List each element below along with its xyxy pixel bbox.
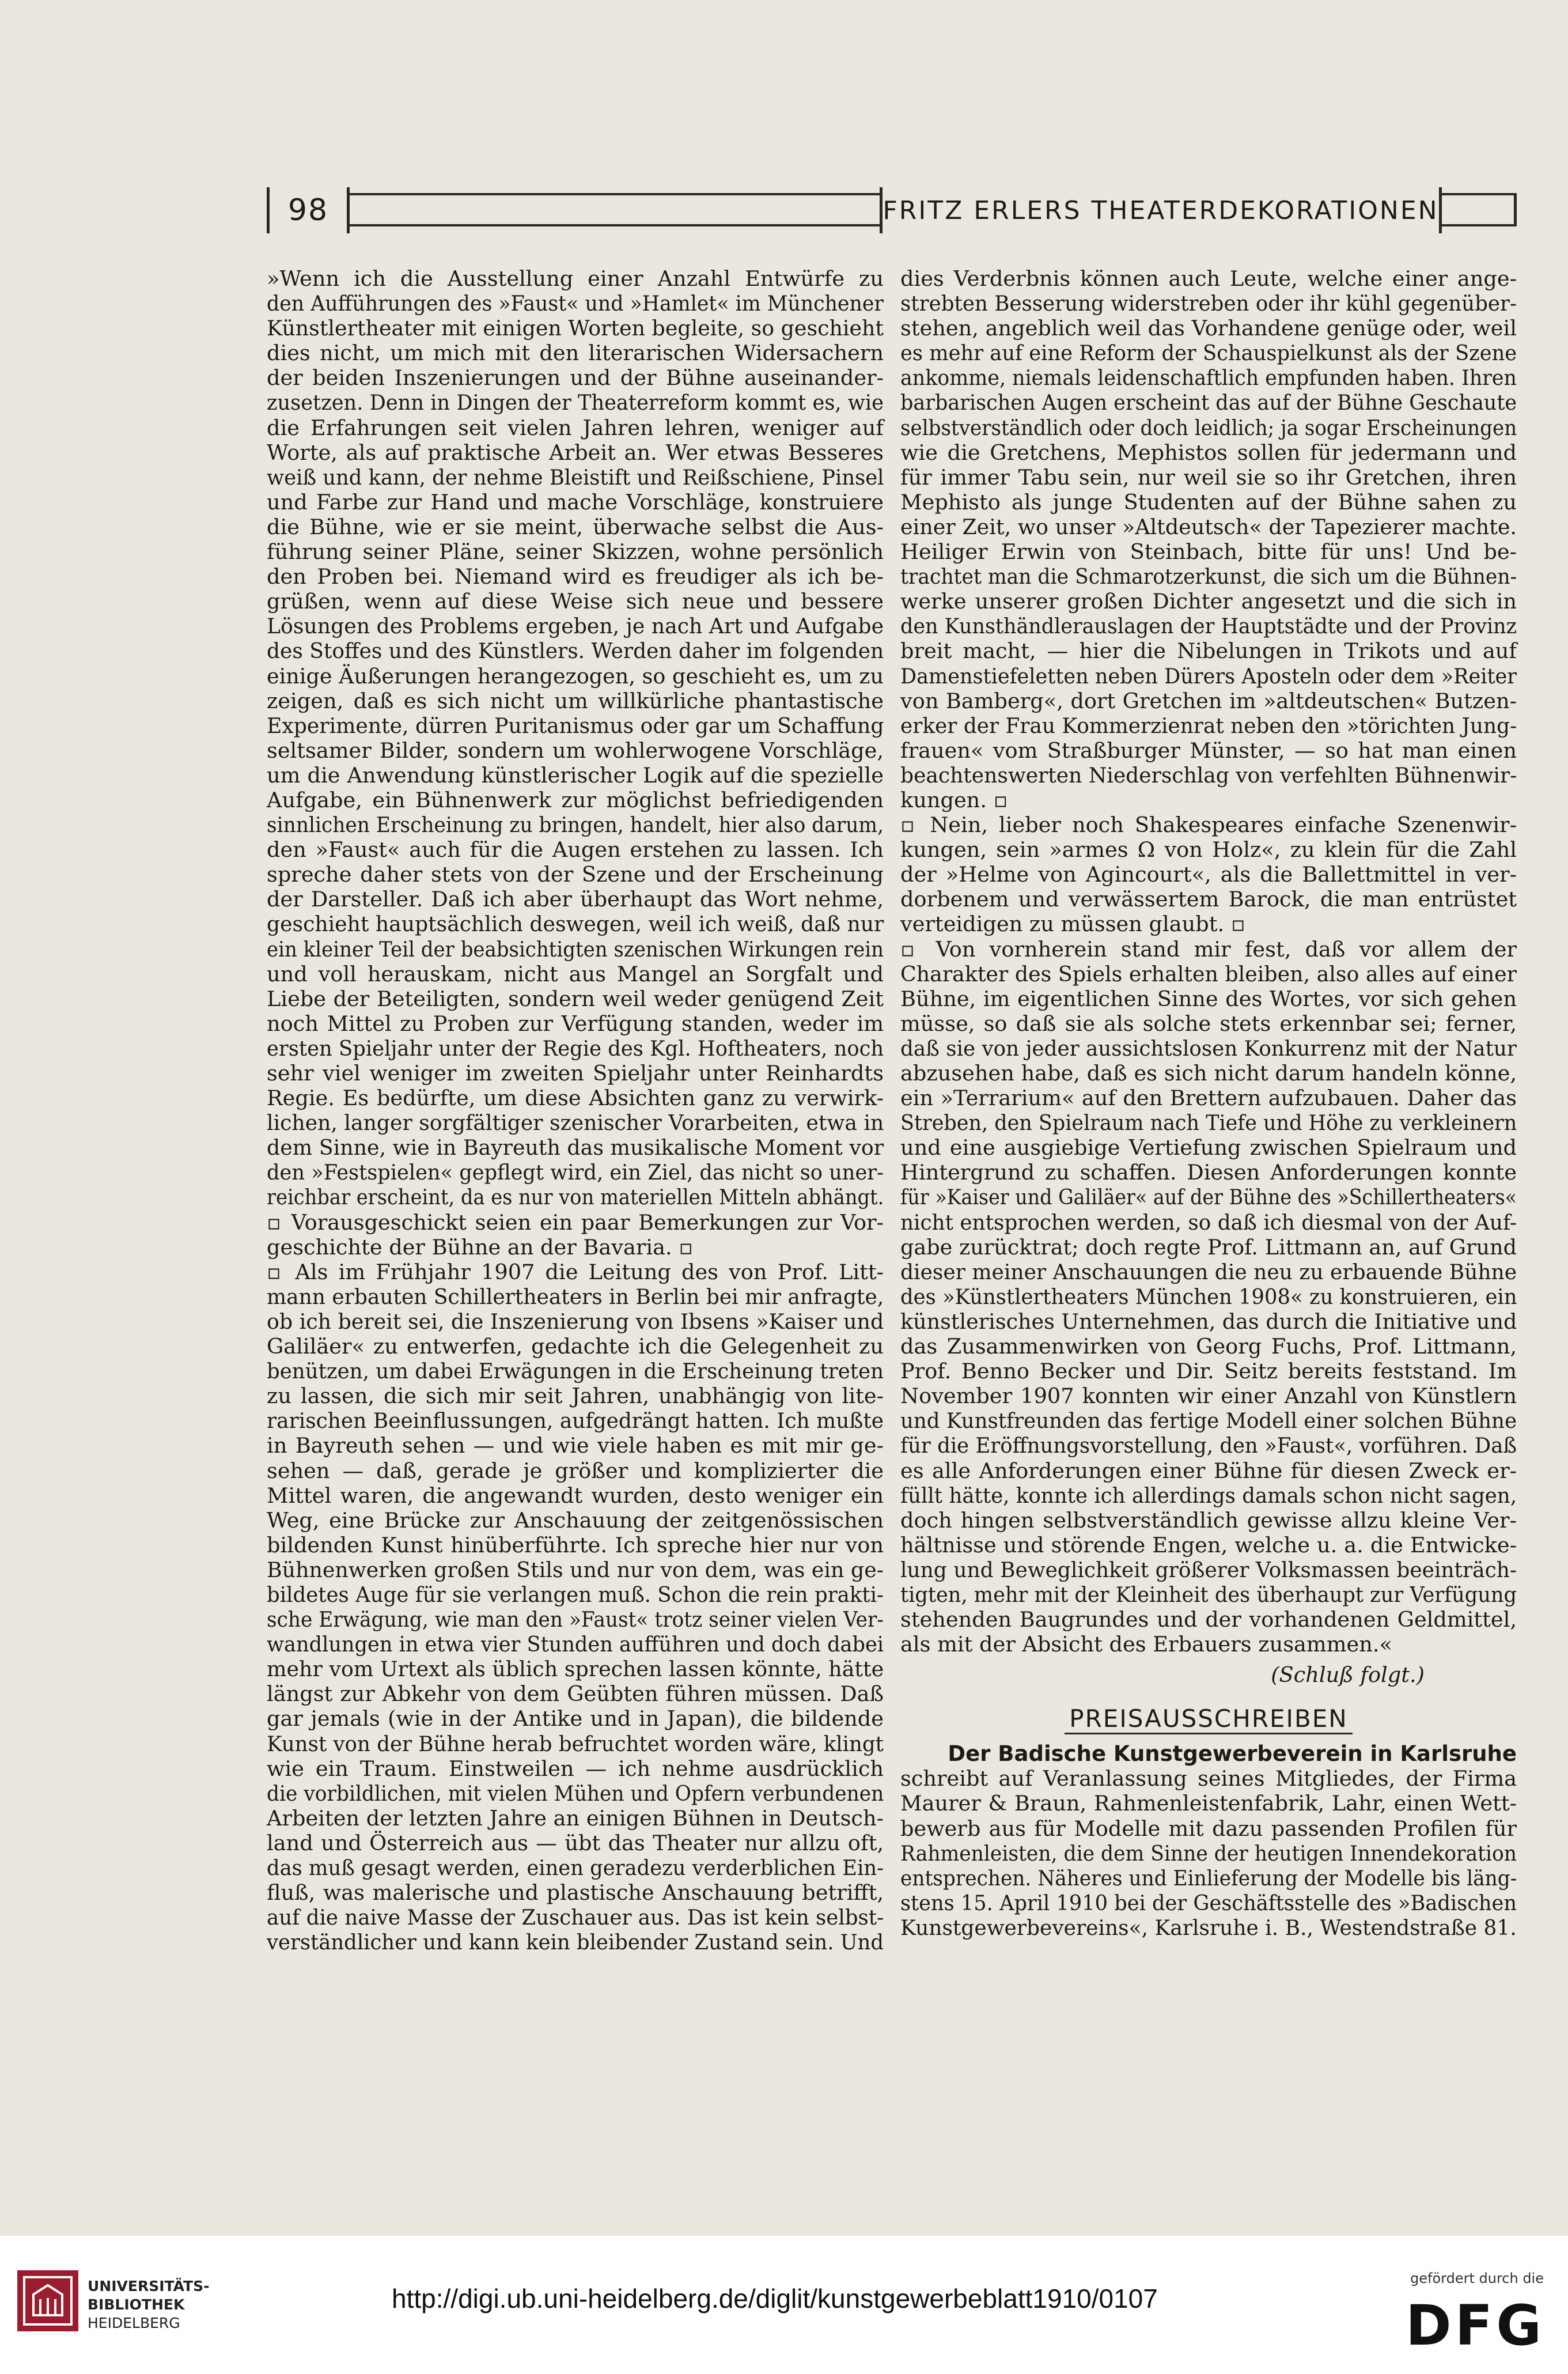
text-line: der »Helme von Agincourt«, als die Ballettmittel in ver- (900, 862, 1517, 887)
text-line: sche Erwägung, wie man den »Faust« trotz seiner vielen Ver- (267, 1607, 884, 1632)
text-line: stehenden Baugrundes und der vorhandenen Geldmittel, (900, 1607, 1517, 1632)
text-line: mehr vom Urtext als üblich sprechen lassen könnte, hätte (267, 1657, 884, 1682)
text-line: Heiliger Erwin von Steinbach, bitte für uns! Und be- (900, 539, 1517, 565)
text-line: Weg, eine Brücke zur Anschauung der zeitgenössischen (267, 1507, 884, 1533)
text-line: geschieht hauptsächlich deswegen, weil ich weiß, daß nur (267, 912, 884, 937)
text-line: Maurer & Braun, Rahmenleistenfabrik, Lahr, einen Wett- (900, 1791, 1517, 1816)
text-line: rarischen Beeinflussungen, aufgedrängt hatten. Ich mußte (267, 1408, 884, 1434)
text-line: strebten Besserung widerstreben oder ihr kühl gegenüber- (900, 291, 1517, 316)
running-header (267, 187, 1517, 233)
text-line: selbstverständlich oder doch leidlich; ja sogar Erscheinungen (900, 415, 1517, 440)
text-line: für »Kaiser und Galiläer« auf der Bühne des »Schillertheaters« (900, 1185, 1517, 1210)
text-line: künstlerisches Unternehmen, das durch die Initiative und (900, 1309, 1517, 1334)
text-line: grüßen, wenn auf diese Weise sich neue und bessere (267, 589, 884, 614)
text-line: bildenden Kunst hinüberführte. Ich spreche hier nur von (267, 1532, 884, 1558)
text-line: einige Äußerungen herangezogen, so geschieht es, um zu (267, 663, 884, 689)
text-line: gabe zurücktrat; doch regte Prof. Littmann an, auf Grund (900, 1234, 1517, 1260)
text-line: Galiläer« zu entwerfen, gedachte ich die Gelegenheit zu (267, 1334, 884, 1359)
right-column-body (900, 266, 1517, 1657)
text-line: bildetes Auge für sie verlangen muß. Schon die rein prakti- (267, 1582, 884, 1607)
text-line: verständlicher und kann kein bleibender Zustand sein. Und (267, 1930, 884, 1955)
text-line: wie die Gretchens, Mephistos sollen für jedermann und (900, 440, 1517, 465)
text-line: sehr viel weniger im zweiten Spieljahr unter Reinhardts (267, 1061, 884, 1086)
text-line: werke unserer großen Dichter angesetzt und die sich in (900, 589, 1517, 614)
text-line: die Bühne, wie er sie meint, überwache selbst die Aus- (267, 514, 884, 539)
library-line-3: HEIDELBERG (88, 2315, 180, 2331)
text-line: um die Anwendung künstlerischer Logik auf die spezielle (267, 762, 884, 788)
text-line: abzusehen habe, daß es sich nicht darum handeln könne, (900, 1061, 1517, 1086)
text-line: und Kunstfreunden das fertige Modell einer solchen Bühne (900, 1408, 1517, 1434)
text-line: der Darsteller. Daß ich aber überhaupt das Wort nehme, (267, 887, 884, 912)
text-line: dies nicht, um mich mit den literarischen Widersachern (267, 341, 884, 366)
text-line: land und Österreich aus — übt das Theater nur allzu oft, (267, 1830, 884, 1855)
page-number: 98 (267, 187, 350, 233)
text-line: dorbenem und verwässertem Barock, die man entrüstet (900, 887, 1517, 912)
text-line: stehen, angeblich weil das Vorhandene genüge oder, weil (900, 316, 1517, 341)
text-line: ein »Terrarium« auf den Brettern aufzubauen. Daher das (900, 1086, 1517, 1111)
left-column (267, 266, 884, 1955)
text-line: Bühnenwerken großen Stils und nur von dem, was ein ge- (267, 1557, 884, 1582)
continuation-note: (Schluß folgt.) (1271, 1662, 1425, 1688)
text-line: ob ich bereit sei, die Inszenierung von Ibsens »Kaiser und (267, 1309, 884, 1334)
text-line: benützen, um dabei Erwägungen in die Erscheinung treten (267, 1359, 884, 1384)
text-line: von Bamberg«, dort Gretchen im »altdeutschen« Butzen- (900, 688, 1517, 713)
text-line: Lösungen des Problems ergeben, je nach Art und Aufgabe (267, 614, 884, 639)
text-line: nicht entsprochen werden, so daß ich diesmal von der Auf- (900, 1209, 1517, 1235)
text-line: und voll herauskam, nicht aus Mangel an Sorgfalt und (267, 961, 884, 986)
funded-by-caption: gefördert durch die (1410, 2270, 1544, 2286)
text-line: zu lassen, die sich mir seit Jahren, unabhängig von lite- (267, 1383, 884, 1409)
right-column (900, 266, 1517, 1940)
library-name (88, 2277, 209, 2333)
text-line: auf die naive Masse der Zuschauer aus. Das ist kein selbst- (267, 1905, 884, 1930)
text-line: des »Künstlertheaters München 1908« zu konstruieren, ein (900, 1284, 1517, 1309)
text-line: sinnlichen Erscheinung zu bringen, handelt, hier also darum, (267, 812, 884, 838)
text-line: Mittel waren, die angewandt wurden, desto weniger ein (267, 1483, 884, 1508)
text-line: Damenstiefeletten neben Dürers Aposteln oder dem »Reiter (900, 663, 1517, 689)
text-line: den Kunsthändlerauslagen der Hauptstädte und der Provinz (900, 614, 1517, 639)
notice-body (900, 1766, 1517, 1940)
text-line: den Proben bei. Niemand wird es freudiger als ich be- (267, 564, 884, 589)
text-line: Künstlertheater mit einigen Worten begleite, so geschieht (267, 316, 884, 341)
text-line: bewerb aus für Modelle mit dazu passenden Profilen für (900, 1816, 1517, 1841)
text-line: November 1907 konnten wir einer Anzahl von Künstlern (900, 1383, 1517, 1409)
text-line: einer Zeit, wo unser »Altdeutsch« der Tapezierer machte. (900, 514, 1517, 539)
text-line: noch Mittel zu Proben zur Verfügung standen, weder im (267, 1011, 884, 1036)
text-line: Prof. Benno Becker und Dir. Seitz bereits feststand. Im (900, 1359, 1517, 1384)
text-line: führung seiner Pläne, seiner Skizzen, wohne persönlich (267, 539, 884, 565)
text-line: Regie. Es bedürfte, um diese Absichten ganz zu verwirk- (267, 1086, 884, 1111)
text-line: füllt hätte, konnte ich allerdings damals schon nicht sagen, (900, 1483, 1517, 1508)
text-line: »Wenn ich die Ausstellung einer Anzahl Entwürfe zu (267, 266, 884, 291)
text-line: lung und Beweglichkeit größerer Volksmassen beeinträch- (900, 1557, 1517, 1582)
text-line: Charakter des Spiels erhalten bleiben, also alles auf einer (900, 961, 1517, 986)
text-line: sehen — daß, gerade je größer und komplizierter die (267, 1458, 884, 1483)
text-line: wandlungen in etwa vier Stunden aufführen und doch dabei (267, 1632, 884, 1657)
text-line: dieser meiner Anschauungen die neu zu erbauende Bühne (900, 1259, 1517, 1284)
text-line: der beiden Inszenierungen und der Bühne auseinander- (267, 365, 884, 391)
text-line: die vorbildlichen, mit vielen Mühen und Opfern verbundenen (267, 1780, 884, 1806)
library-line-1: UNIVERSITÄTS- (88, 2278, 210, 2294)
text-line: den »Faust« auch für die Augen erstehen zu lassen. Ich (267, 837, 884, 863)
text-line: den Aufführungen des »Faust« und »Hamlet« im Münchener (267, 291, 884, 316)
text-line: gar jemals (wie in der Antike und in Japan), die bildende (267, 1706, 884, 1732)
text-line: stens 15. April 1910 bei der Geschäftsstelle des »Badischen (900, 1890, 1517, 1915)
text-line: zeigen, daß es sich nicht um willkürliche phantastische (267, 688, 884, 713)
text-line: dies Verderbnis können auch Leute, welche einer ange- (900, 266, 1517, 291)
section-heading (900, 1696, 1517, 1741)
text-line: Experimente, dürren Puritanismus oder gar um Schaffung (267, 713, 884, 738)
text-line: für die Eröffnungsvorstellung, den »Faust«, vorführen. Daß (900, 1433, 1517, 1458)
text-line: barbarischen Augen erscheint das auf der Bühne Geschaute (900, 390, 1517, 415)
running-title: FRITZ ERLERS THEATERDEKORATIONEN (880, 187, 1442, 233)
text-line: ▫ Vorausgeschickt seien ein paar Bemerkungen zur Vor- (267, 1209, 884, 1235)
text-line: reichbar erscheint, da es nur von materiellen Mitteln abhängt. (267, 1185, 884, 1210)
text-line: und eine ausgiebige Vertiefung zwischen Spielraum und (900, 1135, 1517, 1160)
text-line: dem Sinne, wie in Bayreuth das musikalische Moment vor (267, 1135, 884, 1160)
text-line: Arbeiten der letzten Jahre an einigen Bühnen in Deutsch- (267, 1805, 884, 1831)
text-line: fluß, was malerische und plastische Anschauung betrifft, (267, 1880, 884, 1906)
library-line-2: BIBLIOTHEK (88, 2296, 185, 2313)
text-line: und Farbe zur Hand und mache Vorschläge, konstruiere (267, 489, 884, 515)
text-line: breit macht, — hier die Nibelungen in Trikots und auf (900, 638, 1517, 664)
text-line: lichen, langer sorgfältiger szenischer Vorarbeiten, etwa in (267, 1110, 884, 1136)
footer-bar (0, 2236, 1568, 2374)
text-line: schreibt auf Veranlassung seines Mitgliedes, der Firma (900, 1766, 1517, 1791)
text-line: des Stoffes und des Künstlers. Werden daher im folgenden (267, 638, 884, 664)
text-line: Kunst von der Bühne herab befruchtet worden wäre, klingt (267, 1731, 884, 1756)
text-line: kungen, sein »armes Ω von Holz«, zu klein für die Zahl (900, 837, 1517, 863)
text-line: spreche daher stets von der Szene und der Erscheinung (267, 862, 884, 887)
section-heading-text: PREISAUSSCHREIBEN (1065, 1704, 1352, 1734)
text-line: es mehr auf eine Reform der Schauspielkunst als der Szene (900, 341, 1517, 366)
text-line: daß sie von jeder aussichtslosen Konkurrenz mit der Natur (900, 1035, 1517, 1061)
text-line: entsprechen. Näheres und Einlieferung der Modelle bis läng- (900, 1865, 1517, 1891)
text-line: ankomme, niemals leidenschaftlich empfunden haben. Ihren (900, 365, 1517, 391)
text-line: Worte, als auf praktische Arbeit an. Wer etwas Besseres (267, 440, 884, 465)
text-line: die Erfahrungen seit vielen Jahren lehren, weniger auf (267, 415, 884, 440)
dfg-logo: DFG (1405, 2293, 1545, 2358)
text-line: Mephisto als junge Studenten auf der Bühne sahen zu (900, 489, 1517, 515)
source-url[interactable]: http://digi.ub.uni-heidelberg.de/diglit/kunstgewerbeblatt1910/0107 (392, 2284, 1158, 2313)
text-line: Rahmenleisten, die dem Sinne der heutigen Innendekoration (900, 1840, 1517, 1866)
text-line: das Zusammenwirken von Georg Fuchs, Prof. Littmann, (900, 1334, 1517, 1359)
text-line: wie ein Traum. Einstweilen — ich nehme ausdrücklich (267, 1756, 884, 1781)
text-line: ersten Spieljahr unter der Regie des Kgl. Hoftheaters, noch (267, 1035, 884, 1061)
text-line: hältnisse und störende Engen, welche u. a. die Entwicke- (900, 1532, 1517, 1558)
text-line: Liebe der Beteiligten, sondern weil weder genügend Zeit (267, 986, 884, 1011)
text-line: es alle Anforderungen einer Bühne für diesen Zweck er- (900, 1458, 1517, 1483)
text-line: frauen« vom Straßburger Münster, — so hat man einen (900, 738, 1517, 763)
text-line: seltsamer Bilder, sondern um wohlerwogene Vorschläge, (267, 738, 884, 763)
text-line: das muß gesagt werden, einen geradezu verderblichen Ein- (267, 1855, 884, 1880)
text-line: mann erbauten Schillertheaters in Berlin bei mir anfragte, (267, 1284, 884, 1309)
text-line: den »Festspielen« gepflegt wird, ein Ziel, das nicht so uner- (267, 1160, 884, 1185)
text-line: längst zur Abkehr von dem Geübten führen müssen. Daß (267, 1681, 884, 1707)
text-line: ▫ Als im Frühjahr 1907 die Leitung des von Prof. Litt- (267, 1259, 884, 1284)
university-seal-icon (16, 2269, 79, 2333)
text-line: ▫ Von vornherein stand mir fest, daß vor allem der (900, 936, 1517, 962)
text-line: Kunstgewerbevereins«, Karlsruhe i. B., Westendstraße 81. (900, 1915, 1517, 1940)
notice-heading: Der Badische Kunstgewerbeverein in Karlsruhe (948, 1741, 1517, 1767)
text-line: ▫ Nein, lieber noch Shakespeares einfache Szenenwir- (900, 812, 1517, 838)
text-line: geschichte der Bühne an der Bavaria. ▫ (267, 1234, 694, 1260)
text-line: in Bayreuth sehen — und wie viele haben es mit mir ge- (267, 1433, 884, 1458)
text-line: zusetzen. Denn in Dingen der Theaterreform kommt es, wie (267, 390, 884, 415)
text-line: verteidigen zu müssen glaubt. ▫ (900, 912, 1245, 937)
text-line: für immer Tabu sein, nur weil sie so ihr Gretchen, ihren (900, 464, 1517, 490)
header-end-bar (1514, 193, 1517, 226)
text-line: tigten, mehr mit der Kleinheit des überhaupt zur Verfügung (900, 1582, 1517, 1607)
text-line: Streben, den Spielraum nach Tiefe und Höhe zu verkleinern (900, 1110, 1517, 1136)
text-line: Bühne, im eigentlichen Sinne des Wortes, vor sich gehen (900, 986, 1517, 1011)
text-line: müsse, so daß sie als solche stets erkennbar sei; ferner, (900, 1011, 1517, 1036)
text-line: beachtenswerten Niederschlag von verfehlten Bühnenwir- (900, 762, 1517, 788)
text-line: kungen. ▫ (900, 787, 1008, 812)
text-line: weiß und kann, der nehme Bleistift und Reißschiene, Pinsel (267, 464, 884, 490)
text-line: Hintergrund zu schaffen. Diesen Anforderungen konnte (900, 1160, 1517, 1185)
text-line: ein kleiner Teil der beabsichtigten szenischen Wirkungen rein (267, 936, 884, 962)
text-line: als mit der Absicht des Erbauers zusammen.« (900, 1632, 1392, 1657)
text-line: trachtet man die Schmarotzerkunst, die sich um die Bühnen- (900, 564, 1517, 589)
text-line: Aufgabe, ein Bühnenwerk zur möglichst befriedigenden (267, 787, 884, 812)
text-line: doch hingen selbstverständlich gewisse allzu kleine Ver- (900, 1507, 1517, 1533)
text-line: erker der Frau Kommerzienrat neben den »törichten Jung- (900, 713, 1517, 738)
